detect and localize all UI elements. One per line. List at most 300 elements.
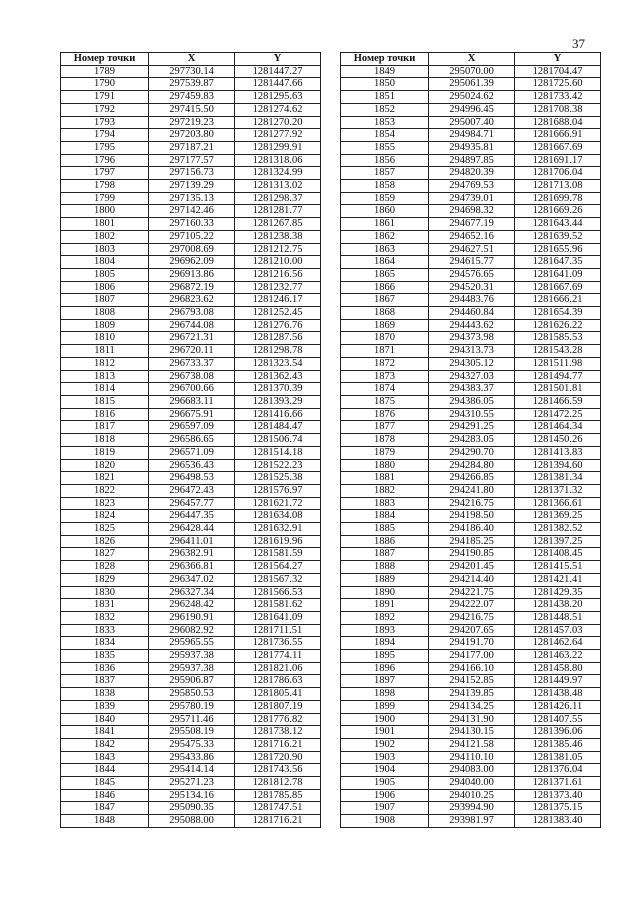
point-number-cell: 1810 [61, 332, 149, 345]
x-coordinate-cell: 296738.08 [149, 370, 235, 383]
point-number-cell: 1843 [61, 751, 149, 764]
point-number-cell: 1807 [61, 294, 149, 307]
table-row [341, 484, 601, 497]
y-coordinate-cell: 1281786.63 [235, 675, 321, 688]
point-number-cell: 1803 [61, 243, 149, 256]
y-coordinate-cell: 1281376.04 [515, 764, 601, 777]
y-coordinate-cell: 1281366.61 [515, 497, 601, 510]
x-coordinate-cell: 296913.86 [149, 268, 235, 281]
x-coordinate-cell: 296082.92 [149, 624, 235, 637]
x-coordinate-cell: 294283.05 [429, 434, 515, 447]
y-coordinate-cell: 1281457.03 [515, 624, 601, 637]
x-coordinate-cell: 294739.01 [429, 192, 515, 205]
point-number-cell: 1849 [341, 65, 429, 78]
x-coordinate-cell: 294222.07 [429, 599, 515, 612]
table-row [61, 548, 321, 561]
x-coordinate-cell: 297730.14 [149, 65, 235, 78]
table-row [341, 726, 601, 739]
point-number-cell: 1868 [341, 307, 429, 320]
y-coordinate-cell: 1281619.96 [235, 535, 321, 548]
y-coordinate-cell: 1281210.00 [235, 256, 321, 269]
header-point-number: Номер точки [341, 53, 429, 66]
y-coordinate-cell: 1281821.06 [235, 662, 321, 675]
y-coordinate-cell: 1281313.02 [235, 180, 321, 193]
table-row [341, 243, 601, 256]
point-number-cell: 1893 [341, 624, 429, 637]
point-number-cell: 1867 [341, 294, 429, 307]
x-coordinate-cell: 294134.25 [429, 700, 515, 713]
point-number-cell: 1865 [341, 268, 429, 281]
x-coordinate-cell: 294996.45 [429, 103, 515, 116]
x-coordinate-cell: 294201.45 [429, 561, 515, 574]
x-coordinate-cell: 294216.75 [429, 497, 515, 510]
y-coordinate-cell: 1281711.51 [235, 624, 321, 637]
coordinates-table-right [340, 52, 601, 828]
y-coordinate-cell: 1281667.69 [515, 281, 601, 294]
y-coordinate-cell: 1281743.56 [235, 764, 321, 777]
y-coordinate-cell: 1281373.40 [515, 789, 601, 802]
table-row [341, 700, 601, 713]
table-row [61, 713, 321, 726]
x-coordinate-cell: 294110.10 [429, 751, 515, 764]
point-number-cell: 1855 [341, 141, 429, 154]
table-row [61, 446, 321, 459]
y-coordinate-cell: 1281298.37 [235, 192, 321, 205]
point-number-cell: 1888 [341, 561, 429, 574]
point-number-cell: 1894 [341, 637, 429, 650]
y-coordinate-cell: 1281393.29 [235, 395, 321, 408]
point-number-cell: 1792 [61, 103, 149, 116]
point-number-cell: 1816 [61, 408, 149, 421]
x-coordinate-cell: 297415.50 [149, 103, 235, 116]
table-row [341, 345, 601, 358]
table-row [61, 116, 321, 129]
y-coordinate-cell: 1281472.25 [515, 408, 601, 421]
x-coordinate-cell: 294627.51 [429, 243, 515, 256]
point-number-cell: 1892 [341, 611, 429, 624]
point-number-cell: 1844 [61, 764, 149, 777]
x-coordinate-cell: 294186.40 [429, 523, 515, 536]
x-coordinate-cell: 294652.16 [429, 230, 515, 243]
y-coordinate-cell: 1281494.77 [515, 370, 601, 383]
x-coordinate-cell: 297139.29 [149, 180, 235, 193]
x-coordinate-cell: 294615.77 [429, 256, 515, 269]
x-coordinate-cell: 294214.40 [429, 573, 515, 586]
y-coordinate-cell: 1281362.43 [235, 370, 321, 383]
y-coordinate-cell: 1281655.96 [515, 243, 601, 256]
y-coordinate-cell: 1281585.53 [515, 332, 601, 345]
table-row [61, 192, 321, 205]
table-row [61, 573, 321, 586]
y-coordinate-cell: 1281429.35 [515, 586, 601, 599]
table-row [341, 281, 601, 294]
table-row [61, 599, 321, 612]
table-row [341, 434, 601, 447]
y-coordinate-cell: 1281807.19 [235, 700, 321, 713]
point-number-cell: 1800 [61, 205, 149, 218]
x-coordinate-cell: 294897.85 [429, 154, 515, 167]
table-row [61, 256, 321, 269]
x-coordinate-cell: 297160.33 [149, 218, 235, 231]
point-number-cell: 1877 [341, 421, 429, 434]
point-number-cell: 1870 [341, 332, 429, 345]
point-number-cell: 1876 [341, 408, 429, 421]
table-row [341, 319, 601, 332]
table-row [61, 751, 321, 764]
table-row [61, 268, 321, 281]
point-number-cell: 1839 [61, 700, 149, 713]
x-coordinate-cell: 295070.00 [429, 65, 515, 78]
y-coordinate-cell: 1281274.62 [235, 103, 321, 116]
table-row [61, 408, 321, 421]
y-coordinate-cell: 1281396.06 [515, 726, 601, 739]
y-coordinate-cell: 1281514.18 [235, 446, 321, 459]
x-coordinate-cell: 297008.69 [149, 243, 235, 256]
x-coordinate-cell: 294177.00 [429, 650, 515, 663]
y-coordinate-cell: 1281716.21 [235, 738, 321, 751]
y-coordinate-cell: 1281407.55 [515, 713, 601, 726]
table-row [61, 230, 321, 243]
table-row [61, 180, 321, 193]
point-number-cell: 1902 [341, 738, 429, 751]
y-coordinate-cell: 1281394.60 [515, 459, 601, 472]
x-coordinate-cell: 294166.10 [429, 662, 515, 675]
y-coordinate-cell: 1281774.11 [235, 650, 321, 663]
y-coordinate-cell: 1281626.22 [515, 319, 601, 332]
table-row [341, 256, 601, 269]
point-number-cell: 1859 [341, 192, 429, 205]
x-coordinate-cell: 294305.12 [429, 357, 515, 370]
table-row [341, 675, 601, 688]
x-coordinate-cell: 294935.81 [429, 141, 515, 154]
table-row [341, 78, 601, 91]
point-number-cell: 1858 [341, 180, 429, 193]
point-number-cell: 1906 [341, 789, 429, 802]
x-coordinate-cell: 297219.23 [149, 116, 235, 129]
table-header-row [341, 53, 601, 66]
y-coordinate-cell: 1281385.46 [515, 738, 601, 751]
point-number-cell: 1854 [341, 129, 429, 142]
y-coordinate-cell: 1281448.51 [515, 611, 601, 624]
y-coordinate-cell: 1281426.11 [515, 700, 601, 713]
y-coordinate-cell: 1281369.25 [515, 510, 601, 523]
point-number-cell: 1790 [61, 78, 149, 91]
point-number-cell: 1821 [61, 472, 149, 485]
header-y: Y [515, 53, 601, 66]
y-coordinate-cell: 1281566.53 [235, 586, 321, 599]
table-row [61, 78, 321, 91]
point-number-cell: 1831 [61, 599, 149, 612]
point-number-cell: 1856 [341, 154, 429, 167]
table-row [341, 662, 601, 675]
point-number-cell: 1812 [61, 357, 149, 370]
y-coordinate-cell: 1281323.54 [235, 357, 321, 370]
y-coordinate-cell: 1281212.75 [235, 243, 321, 256]
y-coordinate-cell: 1281466.59 [515, 395, 601, 408]
x-coordinate-cell: 295090.35 [149, 802, 235, 815]
x-coordinate-cell: 296571.09 [149, 446, 235, 459]
point-number-cell: 1826 [61, 535, 149, 548]
point-number-cell: 1834 [61, 637, 149, 650]
table-row [341, 535, 601, 548]
table-row [61, 65, 321, 78]
point-number-cell: 1896 [341, 662, 429, 675]
x-coordinate-cell: 296327.34 [149, 586, 235, 599]
x-coordinate-cell: 297142.46 [149, 205, 235, 218]
point-number-cell: 1897 [341, 675, 429, 688]
table-row [61, 129, 321, 142]
point-number-cell: 1903 [341, 751, 429, 764]
y-coordinate-cell: 1281295.63 [235, 91, 321, 104]
point-number-cell: 1864 [341, 256, 429, 269]
x-coordinate-cell: 296586.65 [149, 434, 235, 447]
x-coordinate-cell: 296700.66 [149, 383, 235, 396]
table-row [61, 764, 321, 777]
y-coordinate-cell: 1281381.34 [515, 472, 601, 485]
x-coordinate-cell: 294083.00 [429, 764, 515, 777]
x-coordinate-cell: 294483.76 [429, 294, 515, 307]
y-coordinate-cell: 1281463.22 [515, 650, 601, 663]
table-row [341, 192, 601, 205]
x-coordinate-cell: 296744.08 [149, 319, 235, 332]
point-number-cell: 1852 [341, 103, 429, 116]
x-coordinate-cell: 297459.83 [149, 91, 235, 104]
point-number-cell: 1832 [61, 611, 149, 624]
y-coordinate-cell: 1281581.62 [235, 599, 321, 612]
x-coordinate-cell: 294313.73 [429, 345, 515, 358]
y-coordinate-cell: 1281216.56 [235, 268, 321, 281]
y-coordinate-cell: 1281438.20 [515, 599, 601, 612]
table-row [341, 141, 601, 154]
y-coordinate-cell: 1281371.32 [515, 484, 601, 497]
x-coordinate-cell: 295780.19 [149, 700, 235, 713]
y-coordinate-cell: 1281464.34 [515, 421, 601, 434]
y-coordinate-cell: 1281716.21 [235, 815, 321, 828]
y-coordinate-cell: 1281708.38 [515, 103, 601, 116]
x-coordinate-cell: 295414.14 [149, 764, 235, 777]
table-row [341, 268, 601, 281]
x-coordinate-cell: 294040.00 [429, 777, 515, 790]
y-coordinate-cell: 1281654.39 [515, 307, 601, 320]
point-number-cell: 1822 [61, 484, 149, 497]
x-coordinate-cell: 296382.91 [149, 548, 235, 561]
point-number-cell: 1805 [61, 268, 149, 281]
point-number-cell: 1899 [341, 700, 429, 713]
y-coordinate-cell: 1281776.82 [235, 713, 321, 726]
point-number-cell: 1809 [61, 319, 149, 332]
point-number-cell: 1871 [341, 345, 429, 358]
y-coordinate-cell: 1281643.44 [515, 218, 601, 231]
x-coordinate-cell: 294216.75 [429, 611, 515, 624]
x-coordinate-cell: 296962.09 [149, 256, 235, 269]
point-number-cell: 1842 [61, 738, 149, 751]
x-coordinate-cell: 297156.73 [149, 167, 235, 180]
x-coordinate-cell: 294221.75 [429, 586, 515, 599]
table-row [61, 700, 321, 713]
point-number-cell: 1799 [61, 192, 149, 205]
header-point-number: Номер точки [61, 53, 149, 66]
y-coordinate-cell: 1281458.80 [515, 662, 601, 675]
y-coordinate-cell: 1281704.47 [515, 65, 601, 78]
point-number-cell: 1835 [61, 650, 149, 663]
x-coordinate-cell: 295433.86 [149, 751, 235, 764]
x-coordinate-cell: 295024.62 [429, 91, 515, 104]
y-coordinate-cell: 1281641.09 [235, 611, 321, 624]
table-row [61, 802, 321, 815]
y-coordinate-cell: 1281449.97 [515, 675, 601, 688]
y-coordinate-cell: 1281381.05 [515, 751, 601, 764]
point-number-cell: 1829 [61, 573, 149, 586]
table-row [341, 65, 601, 78]
x-coordinate-cell: 294198.50 [429, 510, 515, 523]
table-row [341, 586, 601, 599]
coordinates-table-left [60, 52, 321, 828]
table-row [61, 154, 321, 167]
table-row [341, 154, 601, 167]
y-coordinate-cell: 1281733.42 [515, 91, 601, 104]
x-coordinate-cell: 294460.84 [429, 307, 515, 320]
y-coordinate-cell: 1281581.59 [235, 548, 321, 561]
x-coordinate-cell: 296472.43 [149, 484, 235, 497]
point-number-cell: 1907 [341, 802, 429, 815]
y-coordinate-cell: 1281567.32 [235, 573, 321, 586]
point-number-cell: 1789 [61, 65, 149, 78]
table-row [61, 141, 321, 154]
table-row [61, 332, 321, 345]
point-number-cell: 1791 [61, 91, 149, 104]
point-number-cell: 1890 [341, 586, 429, 599]
point-number-cell: 1795 [61, 141, 149, 154]
table-row [61, 370, 321, 383]
point-number-cell: 1872 [341, 357, 429, 370]
y-coordinate-cell: 1281706.04 [515, 167, 601, 180]
x-coordinate-cell: 296447.35 [149, 510, 235, 523]
x-coordinate-cell: 294769.53 [429, 180, 515, 193]
table-row [61, 611, 321, 624]
table-row [341, 408, 601, 421]
point-number-cell: 1808 [61, 307, 149, 320]
table-row [341, 777, 601, 790]
point-number-cell: 1860 [341, 205, 429, 218]
y-coordinate-cell: 1281632.91 [235, 523, 321, 536]
x-coordinate-cell: 294207.65 [429, 624, 515, 637]
y-coordinate-cell: 1281397.25 [515, 535, 601, 548]
point-number-cell: 1878 [341, 434, 429, 447]
y-coordinate-cell: 1281383.40 [515, 815, 601, 828]
y-coordinate-cell: 1281281.77 [235, 205, 321, 218]
table-row [341, 802, 601, 815]
x-coordinate-cell: 295475.33 [149, 738, 235, 751]
y-coordinate-cell: 1281299.91 [235, 141, 321, 154]
y-coordinate-cell: 1281246.17 [235, 294, 321, 307]
x-coordinate-cell: 295007.40 [429, 116, 515, 129]
table-row [61, 510, 321, 523]
table-row [61, 815, 321, 828]
x-coordinate-cell: 294386.05 [429, 395, 515, 408]
table-row [341, 637, 601, 650]
table-row [61, 294, 321, 307]
x-coordinate-cell: 296347.02 [149, 573, 235, 586]
point-number-cell: 1801 [61, 218, 149, 231]
y-coordinate-cell: 1281382.52 [515, 523, 601, 536]
table-row [341, 395, 601, 408]
y-coordinate-cell: 1281252.45 [235, 307, 321, 320]
table-row [341, 688, 601, 701]
x-coordinate-cell: 293994.90 [429, 802, 515, 815]
point-number-cell: 1862 [341, 230, 429, 243]
x-coordinate-cell: 294310.55 [429, 408, 515, 421]
table-row [341, 472, 601, 485]
point-number-cell: 1817 [61, 421, 149, 434]
point-number-cell: 1840 [61, 713, 149, 726]
point-number-cell: 1869 [341, 319, 429, 332]
x-coordinate-cell: 295508.19 [149, 726, 235, 739]
y-coordinate-cell: 1281267.85 [235, 218, 321, 231]
y-coordinate-cell: 1281450.26 [515, 434, 601, 447]
table-row [341, 599, 601, 612]
y-coordinate-cell: 1281647.35 [515, 256, 601, 269]
y-coordinate-cell: 1281277.92 [235, 129, 321, 142]
y-coordinate-cell: 1281484.47 [235, 421, 321, 434]
point-number-cell: 1863 [341, 243, 429, 256]
table-row [341, 370, 601, 383]
table-row [61, 434, 321, 447]
table-row [341, 815, 601, 828]
x-coordinate-cell: 297539.87 [149, 78, 235, 91]
y-coordinate-cell: 1281669.26 [515, 205, 601, 218]
table-row [61, 789, 321, 802]
point-number-cell: 1851 [341, 91, 429, 104]
x-coordinate-cell: 294152.85 [429, 675, 515, 688]
table-row [341, 764, 601, 777]
x-coordinate-cell: 296872.19 [149, 281, 235, 294]
x-coordinate-cell: 294327.03 [429, 370, 515, 383]
y-coordinate-cell: 1281447.66 [235, 78, 321, 91]
table-row [61, 637, 321, 650]
table-row [61, 243, 321, 256]
point-number-cell: 1833 [61, 624, 149, 637]
table-row [341, 167, 601, 180]
x-coordinate-cell: 294185.25 [429, 535, 515, 548]
table-row [341, 383, 601, 396]
table-row [61, 307, 321, 320]
point-number-cell: 1874 [341, 383, 429, 396]
x-coordinate-cell: 296411.01 [149, 535, 235, 548]
point-number-cell: 1841 [61, 726, 149, 739]
header-x: X [149, 53, 235, 66]
y-coordinate-cell: 1281725.60 [515, 78, 601, 91]
point-number-cell: 1887 [341, 548, 429, 561]
y-coordinate-cell: 1281738.12 [235, 726, 321, 739]
point-number-cell: 1824 [61, 510, 149, 523]
table-row [341, 459, 601, 472]
point-number-cell: 1836 [61, 662, 149, 675]
x-coordinate-cell: 297105.22 [149, 230, 235, 243]
y-coordinate-cell: 1281812.78 [235, 777, 321, 790]
point-number-cell: 1828 [61, 561, 149, 574]
table-row [61, 688, 321, 701]
x-coordinate-cell: 296457.77 [149, 497, 235, 510]
y-coordinate-cell: 1281462.64 [515, 637, 601, 650]
y-coordinate-cell: 1281720.90 [235, 751, 321, 764]
point-number-cell: 1905 [341, 777, 429, 790]
point-number-cell: 1853 [341, 116, 429, 129]
point-number-cell: 1900 [341, 713, 429, 726]
table-row [61, 561, 321, 574]
x-coordinate-cell: 295134.16 [149, 789, 235, 802]
table-row [61, 726, 321, 739]
point-number-cell: 1850 [341, 78, 429, 91]
